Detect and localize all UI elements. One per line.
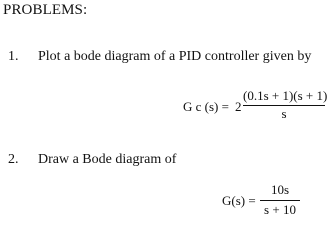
equation-1-denominator: s bbox=[281, 106, 287, 121]
equation-1-coefficient: 2 bbox=[235, 99, 242, 114]
equation-2-numerator: 10s bbox=[270, 182, 290, 197]
equation-2-denominator: s + 10 bbox=[264, 202, 296, 217]
problems-heading: PROBLEMS: bbox=[3, 2, 88, 18]
equation-2-lhs: G(s) = bbox=[222, 193, 256, 208]
equation-1-numerator: (0.1s + 1)(s + 1) bbox=[243, 88, 328, 103]
equation-1-fraction bbox=[243, 88, 328, 121]
problem-1-text: Plot a bode diagram of a PID controller given by bbox=[38, 49, 312, 64]
problem-1-number: 1. bbox=[8, 49, 19, 64]
problem-2-number: 2. bbox=[8, 152, 19, 167]
problem-2-text: Draw a Bode diagram of bbox=[38, 152, 177, 167]
equation-1-lhs: G c (s) = bbox=[183, 99, 229, 114]
equation-2-fraction-bar bbox=[260, 200, 300, 201]
equation-2-fraction bbox=[260, 183, 300, 217]
